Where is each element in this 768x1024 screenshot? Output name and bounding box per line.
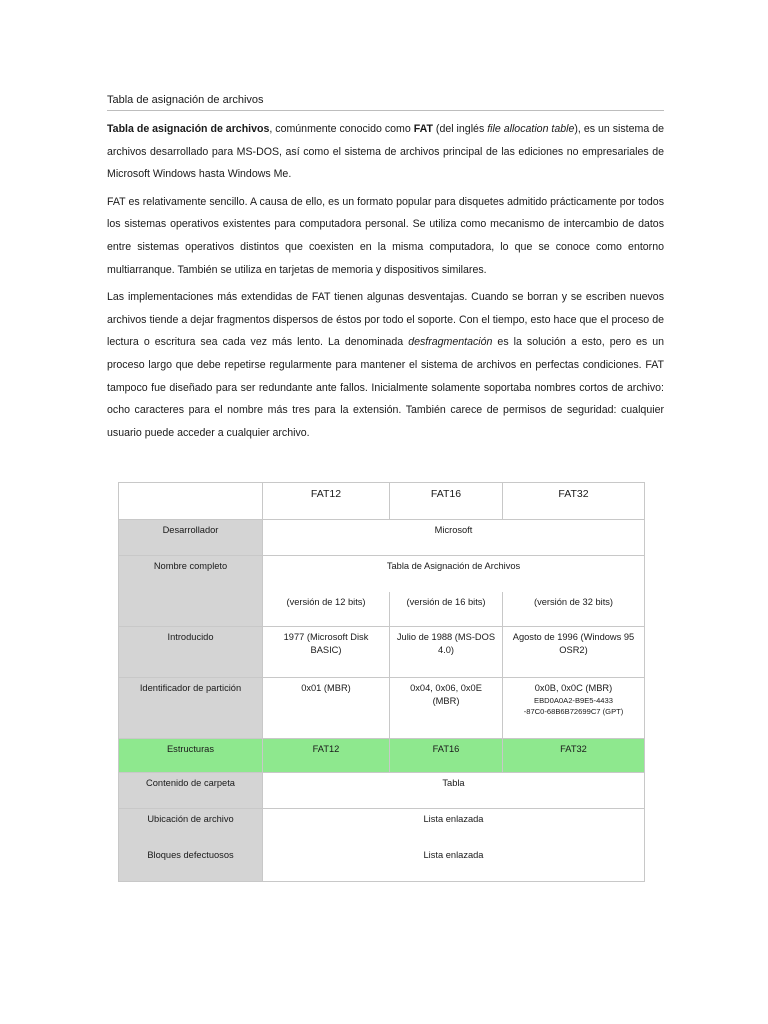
term-defrag-italic: desfragmentación — [408, 336, 493, 349]
row-label-developer: Desarrollador — [119, 520, 263, 556]
table-row-partition-id — [119, 678, 645, 739]
header-fat12: FAT12 — [263, 483, 390, 520]
version-fat12: (versión de 12 bits) — [263, 592, 390, 627]
table-row-introduced — [119, 627, 645, 678]
paragraph-intro — [107, 118, 664, 186]
paragraph-disadvantages — [107, 286, 664, 444]
text-run: , comúnmente conocido como — [269, 123, 414, 135]
body-text — [107, 118, 664, 449]
page-title: Tabla de asignación de archivos — [107, 92, 664, 111]
text-run: es la solución a esto, pero es un proceso largo que debe repetirse regularmente para mantener el sistema de archivos en perfectas condiciones. FAT tampoco fue diseñado para ser redundante ante fallos. Inicialmente solamente soportaba nombres cortos de archivo: ocho caracteres para el nombre más tres para la extensión. También carece de permisos de seguridad: cualquier usuario puede acceder a cualquier archivo. — [107, 336, 664, 439]
fat-comparison-table — [118, 482, 645, 882]
row-label-partition-id: Identificador de partición — [119, 678, 263, 739]
header-fat16: FAT16 — [390, 483, 503, 520]
paragraph-simplicity: FAT es relativamente sencillo. A causa de ello, es un formato popular para disquetes admitido prácticamente por todos los sistemas operativos existentes para computadora personal. Se utiliza como mecanismo de intercambio de datos entre sistemas operativos distintos que coexisten en la misma computadora, lo que se conoce como entorno multiarranque. También se utiliza en tarjetas de memoria y dispositivos similares. — [107, 195, 664, 276]
term-fat-bold: FAT — [413, 123, 433, 135]
structures-fat32: FAT32 — [503, 739, 645, 773]
header-empty-cell — [119, 483, 263, 520]
folder-content-value: Tabla — [263, 773, 645, 809]
partition-id-fat32-guid: EBD0A0A2-B9E5-4433 — [534, 696, 613, 705]
term-italic: file allocation table — [487, 123, 575, 135]
text-run: ), es un sistema de archivos desarrollado para MS-DOS, así como el sistema de archivos principal de las ediciones no empresariales de Microsoft Windows hasta Windows Me. — [107, 123, 664, 181]
bad-blocks-value: Lista enlazada — [263, 845, 645, 882]
header-fat32: FAT32 — [503, 483, 645, 520]
partition-id-fat32-guid-line2 — [509, 706, 638, 717]
table-header-row — [119, 483, 645, 520]
introduced-fat16: Julio de 1988 (MS-DOS 4.0) — [390, 627, 503, 678]
partition-id-fat12: 0x01 (MBR) — [263, 678, 390, 739]
row-label-full-name: Nombre completo — [119, 556, 263, 627]
table-row-developer — [119, 520, 645, 556]
version-fat32: (versión de 32 bits) — [503, 592, 645, 627]
developer-value: Microsoft — [263, 520, 645, 556]
table-row-folder-content — [119, 773, 645, 809]
partition-id-fat32-mbr: 0x0B, 0x0C (MBR) — [534, 683, 613, 693]
text-run: (del inglés — [432, 123, 488, 135]
full-name-value: Tabla de Asignación de Archivos — [263, 556, 645, 592]
introduced-fat12: 1977 (Microsoft Disk BASIC) — [263, 627, 390, 678]
row-label-file-location: Ubicación de archivo — [119, 809, 263, 845]
row-label-introduced: Introducido — [119, 627, 263, 678]
guid-tail: -87C0-68B6B72699C7 — [523, 707, 601, 716]
partition-id-fat16: 0x04, 0x06, 0x0E (MBR) — [390, 678, 503, 739]
table-row-file-location — [119, 809, 645, 845]
structures-fat12: FAT12 — [263, 739, 390, 773]
gpt-suffix: (GPT) — [600, 707, 624, 716]
version-fat16: (versión de 16 bits) — [390, 592, 503, 627]
partition-id-fat32 — [503, 678, 645, 739]
text-run: Las implementaciones más extendidas de FAT tienen algunas desventajas. Cuando se borran y se escriben nuevos archivos tiende a dejar fragmentos dispersos de éstos por todo el soporte. Con el tiempo, esto hace que el proceso de lectura o escritura sea cada vez más lento. La denominada — [107, 291, 664, 349]
row-label-bad-blocks: Bloques defectuosos — [119, 845, 263, 882]
table-row-bad-blocks — [119, 845, 645, 882]
row-label-structures: Estructuras — [119, 739, 263, 773]
term-bold: Tabla de asignación de archivos — [107, 123, 270, 135]
table-row-structures — [119, 739, 645, 773]
structures-fat16: FAT16 — [390, 739, 503, 773]
row-label-folder-content: Contenido de carpeta — [119, 773, 263, 809]
file-location-value: Lista enlazada — [263, 809, 645, 845]
introduced-fat32: Agosto de 1996 (Windows 95 OSR2) — [503, 627, 645, 678]
table-row-full-name — [119, 556, 645, 592]
